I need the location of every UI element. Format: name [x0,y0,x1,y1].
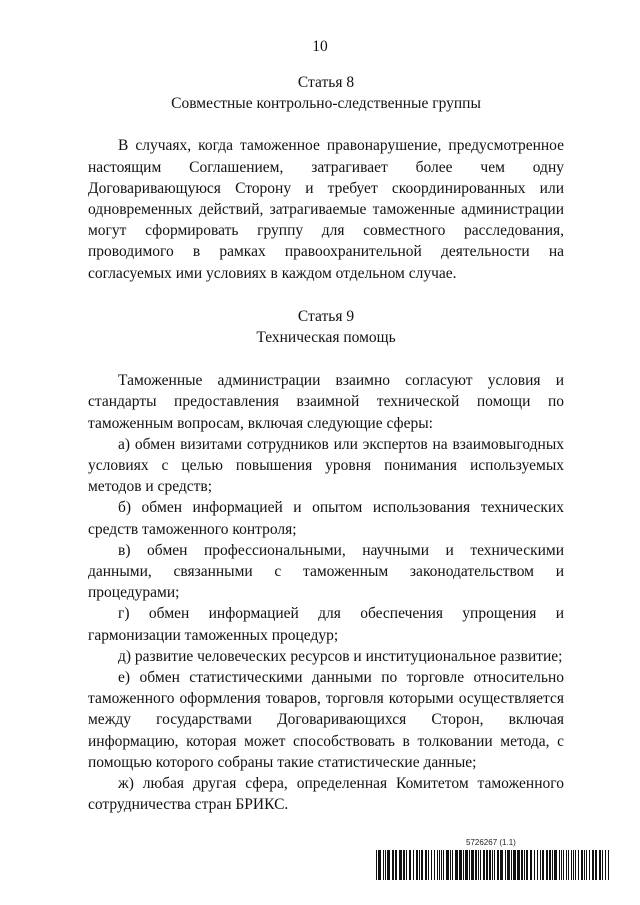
article-8 [88,72,564,284]
list-item: г) обмен информацией для обеспечения упрощения и гармонизации таможенных процедур; [88,605,564,644]
page-number: 10 [312,38,328,55]
article-9-intro: Таможенные администрации взаимно согласуют условия и стандарты предоставления взаимной технической помощи по таможенным вопросам, включая следующие сферы: [88,372,564,432]
article-9-number: Статья 9 [297,307,355,325]
list-item: а) обмен визитами сотрудников или экспертов на взаимовыгодных условиях с целью повышения уровня понимания используемых методов и средств; [88,435,564,496]
article-8-title: Совместные контрольно-следственные группы [171,95,481,113]
list-item: е) обмен статистическими данными по торговле относительно таможенного оформления товаров, торговля которыми осуществляется между государствами Договаривающихся Сторон, включая информацию, которая может способствовать в толковании метода, с помощью которого собраны такие статистические данные; [88,669,564,771]
list-item: д) развитие человеческих ресурсов и институциональное развитие; [118,647,563,665]
barcode-icon [376,850,610,880]
article-9 [88,306,564,816]
list-item: ж) любая другая сфера, определенная Комитетом таможенного сотрудничества стран БРИКС. [88,775,564,814]
article-8-paragraph: В случаях, когда таможенное правонарушение, предусмотренное настоящим Соглашением, затрагивает более чем одну Договаривающуюся Сторону и требует скоординированных или одновременных действий, затрагиваемые таможенные администрации могут сформировать группу для совместного расследования, проводимого в рамках правоохранительной деятельности на согласуемых ими условиях в каждом отдельном случае. [88,137,564,282]
article-9-heading [88,306,564,348]
barcode-id: 5726267 (1.1) [466,838,516,847]
article-9-title: Техническая помощь [256,329,396,347]
article-8-number: Статья 8 [297,74,355,91]
document-body [88,72,564,816]
barcode [376,838,610,882]
list-item: в) обмен профессиональными, научными и техническими данными, связанными с таможенным законодательством и процедурами; [88,541,564,602]
list-item: б) обмен информацией и опытом использования технических средств таможенного контроля; [88,499,564,538]
article-8-heading [88,72,564,114]
